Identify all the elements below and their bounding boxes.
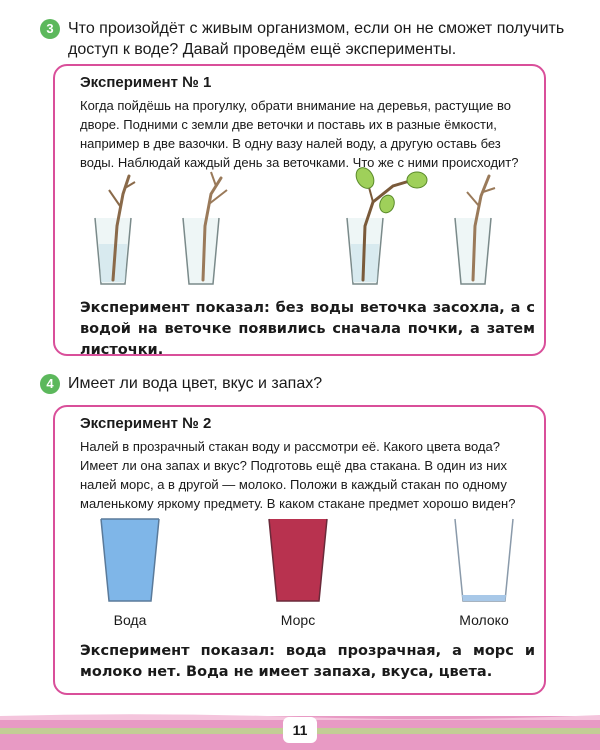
- vase-twig-no-water: [455, 176, 495, 284]
- page-number: 11: [283, 717, 317, 743]
- experiment-2-description: Налей в прозрачный стакан воду и рассмотри её. Какого цвета вода? Имеет ли она запах и вкус? Подготовь ещё два стакана. В один из них налей морс, а в другой — молоко. Положи в каждый стакан по одному маленькому яркому предмету. В каком стакане предмет хорошо виден?: [80, 439, 516, 511]
- question-text: Имеет ли вода цвет, вкус и запах?: [68, 375, 323, 392]
- glass-label-mors: Морс: [280, 612, 316, 628]
- experiment-2-title: Эксперимент № 2: [80, 415, 212, 432]
- question-3: [40, 18, 588, 60]
- experiment-1-box: [53, 64, 546, 356]
- glass-mors: [269, 519, 327, 601]
- vase-twig-with-leaves: [347, 166, 427, 284]
- glass-label-milk: Молоко: [459, 612, 509, 628]
- question-text: Что произойдёт с живым организмом, если он не сможет получить доступ к воде? Давай проведём ещё эксперименты.: [68, 20, 565, 58]
- experiment-2-result: Эксперимент показал: вода прозрачная, а морс и молоко нет. Вода не имеет запаха, вкуса, цвета.: [80, 643, 535, 680]
- experiment-2-box: [53, 405, 546, 695]
- vases-illustration: [55, 166, 544, 286]
- glasses-illustration: [55, 515, 544, 605]
- question-number-badge: 3: [40, 19, 60, 39]
- question-4: [40, 373, 588, 394]
- glass-label-water: Вода: [113, 612, 147, 628]
- vase-dry-with-water: [95, 176, 135, 284]
- vase-dry-empty: [183, 172, 227, 284]
- glass-milk: [455, 519, 513, 601]
- experiment-1-description: Когда пойдёшь на прогулку, обрати внимание на деревья, растущие во дворе. Подними с земли две веточки и поставь их в разные ёмкости, например в две вазочки. В одну вазу налей воду, а другую оставь без воды. Наблюдай каждый день за веточками. Что же с ними происходит?: [80, 98, 519, 170]
- glass-water: [101, 519, 159, 601]
- experiment-1-result: Эксперимент показал: без воды веточка засохла, а с водой на веточке появились сначала почки, а затем листочки.: [80, 300, 535, 358]
- experiment-1-title: Эксперимент № 1: [80, 74, 212, 91]
- question-number-badge: 4: [40, 374, 60, 394]
